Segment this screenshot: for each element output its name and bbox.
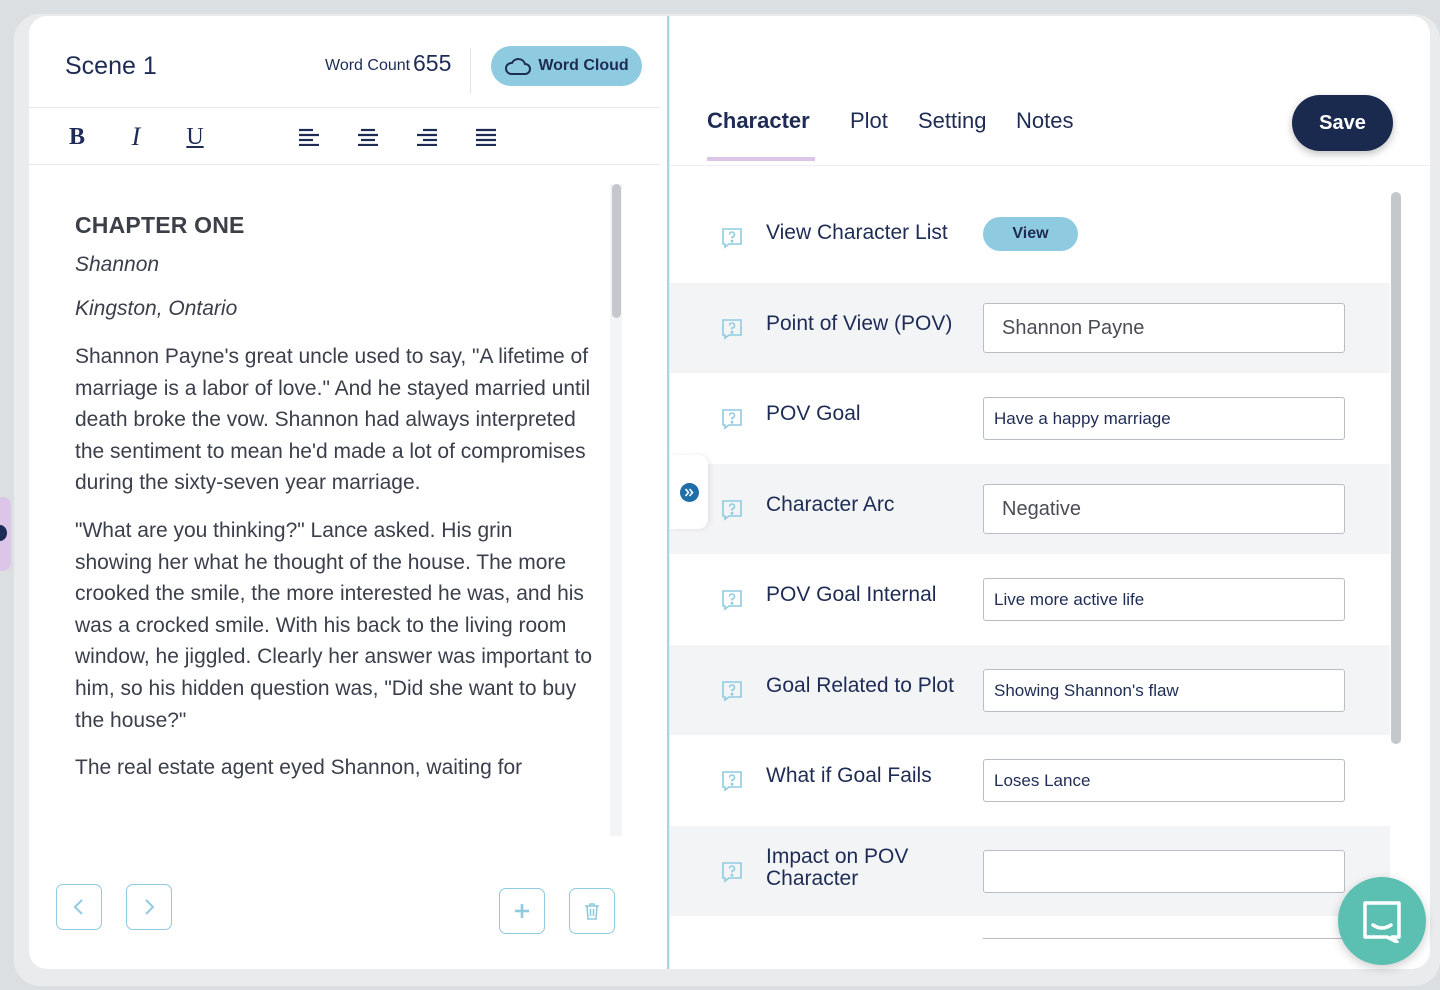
field-label: What if Goal Fails xyxy=(766,764,932,787)
help-icon[interactable] xyxy=(720,769,744,793)
field-label: POV Goal xyxy=(766,402,861,425)
word-cloud-label: Word Cloud xyxy=(538,57,629,74)
previous-scene-button[interactable] xyxy=(56,884,102,930)
form-row-pov-goal-internal xyxy=(670,554,1390,644)
align-justify-button[interactable] xyxy=(470,122,502,152)
align-left-button[interactable] xyxy=(293,122,325,152)
next-scene-button[interactable] xyxy=(126,884,172,930)
tab-character[interactable]: Character xyxy=(707,108,810,133)
form-row-impact-on-pov-character xyxy=(670,826,1390,916)
tab-notes[interactable]: Notes xyxy=(1016,108,1074,133)
tab-plot[interactable]: Plot xyxy=(850,108,888,133)
header-divider-line xyxy=(29,107,661,108)
form-row-character-arc xyxy=(670,464,1390,554)
form-row-point-of-view xyxy=(670,283,1390,373)
toolbar-divider-line xyxy=(29,164,661,165)
form-row-pov-goal xyxy=(670,373,1390,463)
underline-button[interactable]: U xyxy=(186,123,204,150)
header-divider xyxy=(470,48,471,94)
bold-button[interactable]: B xyxy=(68,123,85,150)
what-if-goal-fails-input[interactable] xyxy=(983,759,1345,802)
view-character-list-button[interactable]: View xyxy=(983,217,1078,251)
help-icon[interactable] xyxy=(720,679,744,703)
word-cloud-button[interactable] xyxy=(491,46,642,86)
cloud-icon xyxy=(504,55,532,77)
align-center-icon xyxy=(357,128,379,146)
next-field-edge xyxy=(983,938,1345,968)
help-icon[interactable] xyxy=(720,226,744,250)
pov-goal-internal-input[interactable] xyxy=(983,578,1345,621)
align-left-icon xyxy=(298,128,320,146)
collapse-panel-toggle[interactable] xyxy=(670,455,708,529)
paragraph: The real estate agent eyed Shannon, waiting for xyxy=(75,756,523,780)
character-line: Shannon xyxy=(75,253,160,276)
help-icon[interactable] xyxy=(720,407,744,431)
details-scrollbar-thumb[interactable] xyxy=(1391,192,1401,744)
add-scene-button[interactable] xyxy=(499,888,545,934)
word-count-value: 655 xyxy=(413,50,452,76)
form-row-view-character-list xyxy=(670,192,1390,282)
location-line: Kingston, Ontario xyxy=(75,297,238,320)
character-arc-input[interactable] xyxy=(983,484,1345,534)
italic-button[interactable]: I xyxy=(131,122,141,151)
chapter-heading: CHAPTER ONE xyxy=(75,212,245,238)
trash-icon xyxy=(582,901,602,921)
plus-icon xyxy=(512,901,532,921)
align-right-icon xyxy=(416,128,438,146)
chat-support-button[interactable] xyxy=(1338,877,1426,965)
impact-on-pov-character-input[interactable] xyxy=(983,850,1345,893)
align-center-button[interactable] xyxy=(352,122,384,152)
scene-editor-panel xyxy=(29,16,669,969)
help-icon[interactable] xyxy=(720,588,744,612)
chevron-right-icon xyxy=(139,897,159,917)
tabs-divider-line xyxy=(670,165,1430,166)
form-row-next xyxy=(670,916,1390,969)
field-label: Point of View (POV) xyxy=(766,312,953,335)
word-count-label: Word Count xyxy=(325,57,411,74)
point-of-view-input[interactable] xyxy=(983,303,1345,353)
tab-setting[interactable]: Setting xyxy=(918,108,987,133)
field-label: Character Arc xyxy=(766,493,895,516)
pov-goal-input[interactable] xyxy=(983,397,1345,440)
active-tab-indicator xyxy=(707,157,815,161)
field-label: Impact on POV Character xyxy=(766,845,909,890)
align-right-button[interactable] xyxy=(411,122,443,152)
field-label: POV Goal Internal xyxy=(766,583,937,606)
scene-text-editor[interactable] xyxy=(75,202,595,842)
scene-title: Scene 1 xyxy=(65,52,157,80)
side-drawer-handle-icon xyxy=(0,525,7,541)
form-row-what-if-goal-fails xyxy=(670,735,1390,825)
paragraph: "What are you thinking?" Lance asked. His grin showing her what he thought of the house. The more crooked the smile, the more interested he was, and his was a crocked smile. With his back to the living room window, he jiggled. Clearly her answer was important to him, so his hidden question was, "Did she want to buy the house?" xyxy=(75,518,593,732)
paragraph: Shannon Payne's great uncle used to say, "A lifetime of marriage is a labor of love." And he stayed married until death broke the vow. Shannon had always interpreted the sentiment to mean he'd made a lot of compromises during the sixty-seven year marriage. xyxy=(75,345,591,495)
form-row-goal-related-to-plot xyxy=(670,645,1390,735)
delete-scene-button[interactable] xyxy=(569,888,615,934)
help-icon[interactable] xyxy=(720,317,744,341)
scene-details-panel xyxy=(670,16,1430,969)
double-chevron-right-icon xyxy=(680,483,699,502)
editor-scrollbar-thumb[interactable] xyxy=(612,184,621,318)
align-justify-icon xyxy=(475,128,497,146)
chevron-left-icon xyxy=(69,897,89,917)
help-icon[interactable] xyxy=(720,498,744,522)
side-drawer-tab[interactable] xyxy=(0,497,11,571)
field-label: View Character List xyxy=(766,221,948,244)
save-button[interactable]: Save xyxy=(1292,95,1393,151)
chat-icon xyxy=(1359,899,1405,943)
field-label: Goal Related to Plot xyxy=(766,674,954,697)
goal-related-to-plot-input[interactable] xyxy=(983,669,1345,712)
help-icon[interactable] xyxy=(720,860,744,884)
